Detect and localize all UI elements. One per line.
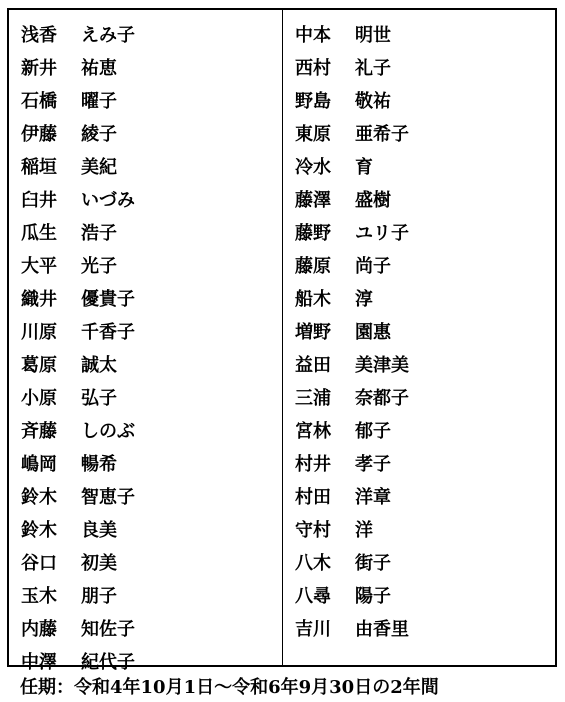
member-surname: 村田 bbox=[295, 486, 331, 508]
member-surname: 伊藤 bbox=[21, 123, 57, 145]
member-surname: 臼井 bbox=[21, 189, 57, 211]
member-row bbox=[9, 380, 282, 413]
member-given-name: 光子 bbox=[81, 255, 117, 277]
member-row bbox=[9, 149, 282, 182]
member-row bbox=[283, 479, 555, 512]
member-surname: 中澤 bbox=[21, 651, 57, 673]
member-surname: 増野 bbox=[295, 321, 331, 343]
member-row bbox=[9, 182, 282, 215]
member-row bbox=[9, 545, 282, 578]
member-row bbox=[283, 446, 555, 479]
member-given-name: 郁子 bbox=[355, 420, 391, 442]
member-given-name: 誠太 bbox=[81, 354, 117, 376]
member-row bbox=[9, 512, 282, 545]
member-row bbox=[9, 446, 282, 479]
member-row bbox=[9, 314, 282, 347]
member-given-name: 弘子 bbox=[81, 387, 117, 409]
member-row bbox=[9, 578, 282, 611]
member-given-name: 千香子 bbox=[81, 321, 135, 343]
member-given-name: 美紀 bbox=[81, 156, 117, 178]
member-row bbox=[9, 83, 282, 116]
member-given-name: 優貴子 bbox=[81, 288, 135, 310]
member-surname: 谷口 bbox=[21, 552, 57, 574]
member-given-name: 知佐子 bbox=[81, 618, 135, 640]
member-row bbox=[9, 413, 282, 446]
member-surname: 藤澤 bbox=[295, 189, 331, 211]
member-row bbox=[9, 215, 282, 248]
member-given-name: えみ子 bbox=[81, 24, 135, 46]
member-surname: 益田 bbox=[295, 354, 331, 376]
member-surname: 新井 bbox=[21, 57, 57, 79]
member-row bbox=[283, 611, 555, 644]
member-row bbox=[283, 545, 555, 578]
member-surname: 玉木 bbox=[21, 585, 57, 607]
member-surname: 守村 bbox=[295, 519, 331, 541]
member-surname: 東原 bbox=[295, 123, 331, 145]
member-surname: 吉川 bbox=[295, 618, 331, 640]
member-row bbox=[9, 479, 282, 512]
member-surname: 村井 bbox=[295, 453, 331, 475]
member-given-name: 亜希子 bbox=[355, 123, 409, 145]
member-surname: 葛原 bbox=[21, 354, 57, 376]
member-surname: 船木 bbox=[295, 288, 331, 310]
member-given-name: 暢希 bbox=[81, 453, 117, 475]
member-row bbox=[9, 347, 282, 380]
member-given-name: 朋子 bbox=[81, 585, 117, 607]
member-roster-table bbox=[7, 8, 557, 673]
member-given-name: 孝子 bbox=[355, 453, 391, 475]
member-given-name: 洋 bbox=[355, 519, 373, 541]
term-period-text: 任期：令和4年10月1日～令和6年9月30日の2年間 bbox=[20, 677, 439, 698]
member-given-name: 街子 bbox=[355, 552, 391, 574]
member-given-name: 良美 bbox=[81, 519, 117, 541]
member-given-name: 曜子 bbox=[81, 90, 117, 112]
member-surname: 中本 bbox=[295, 24, 331, 46]
member-surname: 藤野 bbox=[295, 222, 331, 244]
member-row bbox=[283, 281, 555, 314]
member-surname: 内藤 bbox=[21, 618, 57, 640]
member-given-name: 浩子 bbox=[81, 222, 117, 244]
member-given-name: 智恵子 bbox=[81, 486, 135, 508]
member-row bbox=[283, 50, 555, 83]
member-row bbox=[9, 611, 282, 644]
member-surname: 稲垣 bbox=[21, 156, 57, 178]
member-surname: 藤原 bbox=[295, 255, 331, 277]
member-given-name: 祐恵 bbox=[81, 57, 117, 79]
member-row bbox=[283, 512, 555, 545]
member-surname: 斉藤 bbox=[21, 420, 57, 442]
member-surname: 八木 bbox=[295, 552, 331, 574]
member-surname: 宮林 bbox=[295, 420, 331, 442]
member-row bbox=[283, 149, 555, 182]
member-row bbox=[283, 314, 555, 347]
member-surname: 瓜生 bbox=[21, 222, 57, 244]
member-given-name: 由香里 bbox=[355, 618, 409, 640]
member-given-name: 園惠 bbox=[355, 321, 391, 343]
member-surname: 織井 bbox=[21, 288, 57, 310]
member-row bbox=[283, 215, 555, 248]
member-row bbox=[283, 182, 555, 215]
member-given-name: いづみ bbox=[81, 189, 135, 211]
member-given-name: 綾子 bbox=[81, 123, 117, 145]
member-given-name: 洋章 bbox=[355, 486, 391, 508]
member-surname: 野島 bbox=[295, 90, 331, 112]
member-given-name: 盛樹 bbox=[355, 189, 391, 211]
member-surname: 八尋 bbox=[295, 585, 331, 607]
member-surname: 大平 bbox=[21, 255, 57, 277]
member-row bbox=[9, 248, 282, 281]
member-surname: 嶋岡 bbox=[21, 453, 57, 475]
member-surname: 鈴木 bbox=[21, 486, 57, 508]
member-given-name: 奈都子 bbox=[355, 387, 409, 409]
member-given-name: 明世 bbox=[355, 24, 391, 46]
member-given-name: 敬祐 bbox=[355, 90, 391, 112]
member-given-name: 美津美 bbox=[355, 354, 409, 376]
member-surname: 小原 bbox=[21, 387, 57, 409]
member-surname: 鈴木 bbox=[21, 519, 57, 541]
member-given-name: 陽子 bbox=[355, 585, 391, 607]
member-given-name: しのぶ bbox=[81, 420, 135, 442]
member-given-name: 尚子 bbox=[355, 255, 391, 277]
member-surname: 浅香 bbox=[21, 24, 57, 46]
member-given-name: 淳 bbox=[355, 288, 373, 310]
member-row bbox=[9, 116, 282, 149]
member-row bbox=[283, 17, 555, 50]
member-row bbox=[9, 50, 282, 83]
member-given-name: 育 bbox=[355, 156, 373, 178]
member-given-name: 礼子 bbox=[355, 57, 391, 79]
member-surname: 石橋 bbox=[21, 90, 57, 112]
member-row bbox=[283, 347, 555, 380]
member-given-name: 初美 bbox=[81, 552, 117, 574]
member-surname: 三浦 bbox=[295, 387, 331, 409]
member-surname: 冷水 bbox=[295, 156, 331, 178]
member-surname: 川原 bbox=[21, 321, 57, 343]
member-row bbox=[283, 116, 555, 149]
member-row bbox=[283, 578, 555, 611]
member-row bbox=[283, 248, 555, 281]
member-surname: 西村 bbox=[295, 57, 331, 79]
member-row bbox=[9, 17, 282, 50]
member-row bbox=[9, 281, 282, 314]
member-row bbox=[283, 83, 555, 116]
roster-column-left bbox=[9, 10, 283, 673]
member-given-name: ユリ子 bbox=[355, 222, 409, 244]
member-row bbox=[283, 413, 555, 446]
member-given-name: 紀代子 bbox=[81, 651, 135, 673]
member-row bbox=[283, 380, 555, 413]
roster-column-right bbox=[283, 10, 555, 665]
